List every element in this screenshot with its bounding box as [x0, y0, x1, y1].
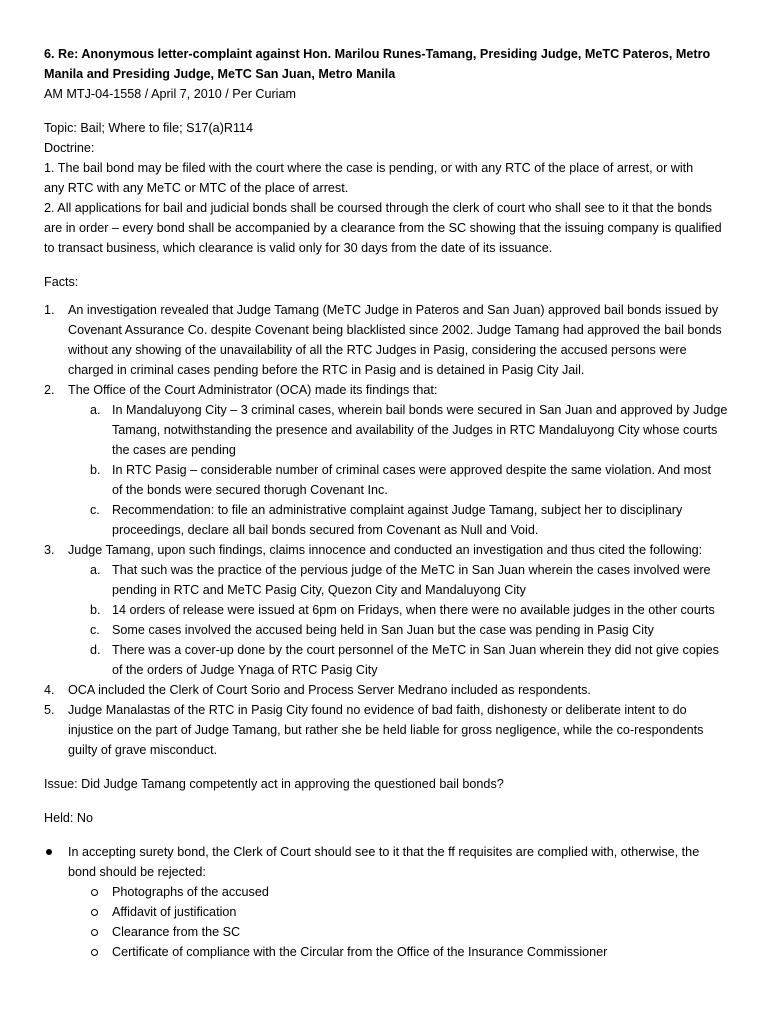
- case-title-line-1: 6. Re: Anonymous letter-complaint against Hon. Marilou Runes-Tamang, Presiding Judge, MeTC Pateros, Metro: [44, 47, 711, 61]
- requisite-item: [44, 882, 734, 902]
- fact-text-line: without any showing of the unavailability of all the RTC Judges in Pasig, considering the accused persons were: [68, 343, 687, 357]
- facts-label: Facts:: [44, 275, 79, 289]
- subitem-letter: b.: [90, 463, 101, 477]
- subitem-text-line: That such was the practice of the pervious judge of the MeTC in San Juan wherein the cases involved were: [112, 563, 711, 577]
- requisite-item: [44, 922, 734, 942]
- topic-line: Topic: Bail; Where to file; S17(a)R114: [44, 121, 254, 135]
- circle-bullet-icon: [91, 949, 98, 956]
- requisite-item: [44, 942, 734, 962]
- fact-text-line: An investigation revealed that Judge Tamang (MeTC Judge in Pateros and San Juan) approved bail bonds issued by: [68, 303, 719, 317]
- fact-text-line: Covenant Assurance Co. despite Covenant being blacklisted since 2002. Judge Tamang had approved the bail bonds: [68, 323, 722, 337]
- requisite-text: Certificate of compliance with the Circular from the Office of the Insurance Commissioner: [112, 945, 608, 959]
- doctrine-text-line: any RTC with any MeTC or MTC of the place of arrest.: [44, 181, 349, 195]
- doctrine-section: [44, 158, 734, 258]
- bullet-dot-icon: [46, 849, 52, 855]
- fact-subitem: [44, 620, 734, 640]
- case-citation: AM MTJ-04-1558 / April 7, 2010 / Per Curiam: [44, 87, 296, 101]
- fact-subitem: [44, 460, 734, 500]
- fact-subitem: [44, 640, 734, 680]
- ruling-bullet-item: [44, 842, 734, 882]
- doctrine-label: Doctrine:: [44, 141, 95, 155]
- circle-bullet-icon: [91, 909, 98, 916]
- issue-line: Issue: Did Judge Tamang competently act in approving the questioned bail bonds?: [44, 777, 504, 791]
- subitem-text-line: of the bonds were secured thorugh Covenant Inc.: [112, 483, 388, 497]
- fact-item: [44, 700, 734, 760]
- subitem-letter: b.: [90, 603, 101, 617]
- subitem-letter: a.: [90, 563, 101, 577]
- fact-number: 3.: [44, 543, 55, 557]
- subitem-text-line: In RTC Pasig – considerable number of criminal cases were approved despite the same violation. And most: [112, 463, 711, 477]
- subitem-text-line: pending in RTC and MeTC Pasig City, Quezon City and Mandaluyong City: [112, 583, 526, 597]
- subitem-letter: d.: [90, 643, 101, 657]
- circle-bullet-icon: [91, 889, 98, 896]
- subitem-text-line: 14 orders of release were issued at 6pm on Fridays, when there were no available judges in the other courts: [112, 603, 715, 617]
- fact-item: [44, 680, 734, 700]
- subitem-text-line: proceedings, declare all bail bonds secured from Covenant as Null and Void.: [112, 523, 539, 537]
- fact-item: [44, 380, 734, 400]
- subitem-text-line: of the orders of Judge Ynaga of RTC Pasig City: [112, 663, 378, 677]
- doctrine-text-line: are in order – every bond shall be accompanied by a clearance from the SC showing that the issuing company is qualified: [44, 221, 722, 235]
- fact-text-line: guilty of grave misconduct.: [68, 743, 218, 757]
- ruling-text-line: bond should be rejected:: [68, 865, 206, 879]
- doctrine-text-line: 1. The bail bond may be filed with the court where the case is pending, or with any RTC of the place of arrest, or with: [44, 161, 694, 175]
- held-line: Held: No: [44, 811, 93, 825]
- case-title-line-2: Manila and Presiding Judge, MeTC San Juan, Metro Manila: [44, 67, 396, 81]
- fact-subitem: [44, 400, 734, 460]
- requisite-text: Photographs of the accused: [112, 885, 269, 899]
- subitem-letter: a.: [90, 403, 101, 417]
- subitem-text-line: In Mandaluyong City – 3 criminal cases, wherein bail bonds were secured in San Juan and approved by Judge: [112, 403, 728, 417]
- subitem-text-line: Recommendation: to file an administrative complaint against Judge Tamang, subject her to disciplinary: [112, 503, 683, 517]
- fact-subitem: [44, 500, 734, 540]
- subitem-text-line: the cases are pending: [112, 443, 236, 457]
- fact-text-line: OCA included the Clerk of Court Sorio and Process Server Medrano included as respondents.: [68, 683, 591, 697]
- ruling-text-line: In accepting surety bond, the Clerk of Court should see to it that the ff requisites are complied with, otherwise, the: [68, 845, 700, 859]
- doctrine-text-line: to transact business, which clearance is valid only for 30 days from the date of its issuance.: [44, 241, 553, 255]
- ruling-section: [44, 842, 734, 962]
- fact-text-line: injustice on the part of Judge Tamang, but rather she be held liable for gross negligence, while the co-respondents: [68, 723, 704, 737]
- fact-number: 5.: [44, 703, 55, 717]
- subitem-letter: c.: [90, 503, 100, 517]
- subitem-text-line: Tamang, notwithstanding the presence and availability of the Judges in RTC Mandaluyong City whose courts: [112, 423, 718, 437]
- fact-subitem: [44, 600, 734, 620]
- fact-text-line: Judge Tamang, upon such findings, claims innocence and conducted an investigation and thus cited the following:: [68, 543, 703, 557]
- subitem-text-line: Some cases involved the accused being held in San Juan but the case was pending in Pasig City: [112, 623, 654, 637]
- fact-number: 4.: [44, 683, 55, 697]
- fact-text-line: charged in criminal cases pending before the RTC in Pasig and is detained in Pasig City Jail.: [68, 363, 585, 377]
- fact-item: [44, 300, 734, 380]
- fact-number: 1.: [44, 303, 55, 317]
- fact-subitem: [44, 560, 734, 600]
- document-page: [44, 44, 734, 962]
- requisite-text: Clearance from the SC: [112, 925, 241, 939]
- circle-bullet-icon: [91, 929, 98, 936]
- fact-text-line: Judge Manalastas of the RTC in Pasig City found no evidence of bad faith, dishonesty or deliberate intent to do: [68, 703, 687, 717]
- requisite-text: Affidavit of justification: [112, 905, 237, 919]
- facts-list: [44, 300, 734, 760]
- fact-number: 2.: [44, 383, 55, 397]
- subitem-letter: c.: [90, 623, 100, 637]
- subitem-text-line: There was a cover-up done by the court personnel of the MeTC in San Juan wherein they did not give copies: [112, 643, 719, 657]
- doctrine-text-line: 2. All applications for bail and judicial bonds shall be coursed through the clerk of court who shall see to it that the bonds: [44, 201, 712, 215]
- fact-item: [44, 540, 734, 560]
- fact-text-line: The Office of the Court Administrator (OCA) made its findings that:: [68, 383, 438, 397]
- requisite-item: [44, 902, 734, 922]
